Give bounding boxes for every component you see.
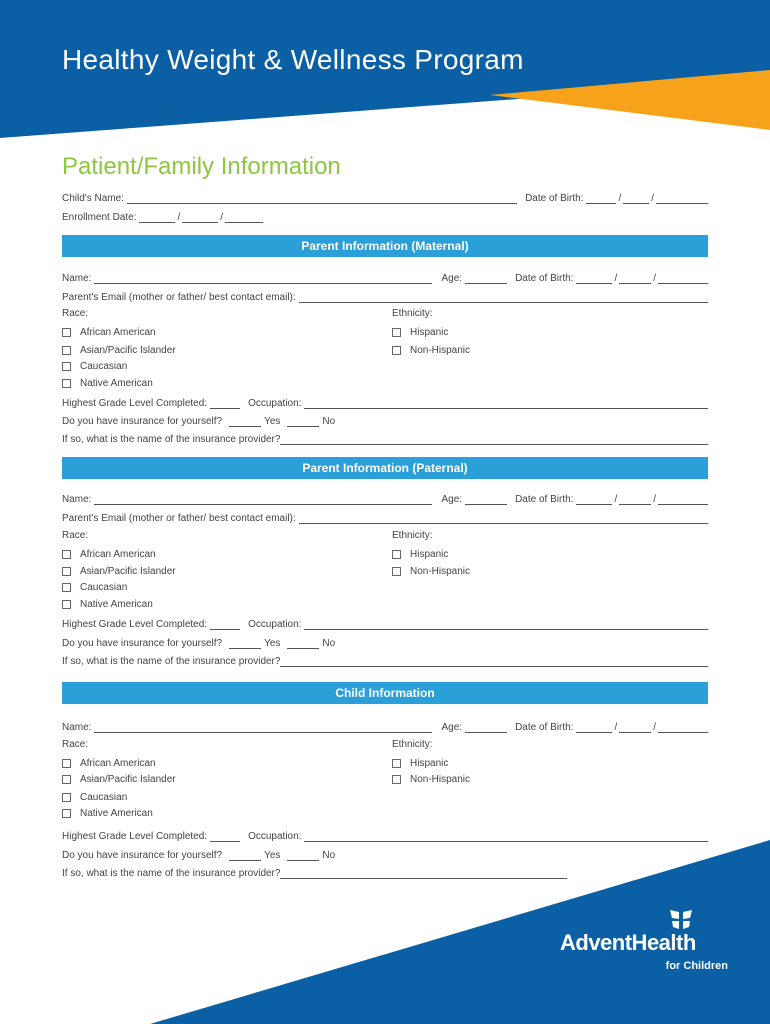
paternal-grade-label: Highest Grade Level Completed: [62,619,208,630]
child-info-dob-label: Date of Birth: [515,722,574,733]
date-separator: / [618,193,622,204]
option-label: Non-Hispanic [410,774,471,785]
paternal-name-label: Name: [62,494,92,505]
paternal-provider-row [62,653,708,667]
paternal-race-option[interactable] [62,549,156,560]
paternal-grade-row [62,616,708,630]
paternal-dob-year-field[interactable] [658,495,708,505]
maternal-grade-row [62,395,708,409]
paternal-occupation-field[interactable] [304,620,708,630]
option-label: Non-Hispanic [410,345,471,356]
paternal-race-option[interactable] [62,566,176,577]
enrollment-year-field[interactable] [225,213,263,223]
child-info-name-label: Name: [62,722,92,733]
paternal-dob-day-field[interactable] [619,495,651,505]
option-label: Native American [80,808,153,819]
maternal-race-option[interactable] [62,378,153,389]
checkbox[interactable] [62,793,71,802]
maternal-email-row [62,289,708,303]
child-insurance-yes-field[interactable] [229,851,261,861]
child-occupation-label: Occupation: [248,831,302,842]
child-race-label: Race: [62,739,89,750]
checkbox[interactable] [392,759,401,768]
checkbox[interactable] [62,346,71,355]
child-grade-label: Highest Grade Level Completed: [62,831,208,842]
child-dob-day-field[interactable] [623,194,649,204]
maternal-dob-month-field[interactable] [576,274,612,284]
paternal-insurance-label: Do you have insurance for yourself? [62,638,223,649]
yes-label: Yes [264,416,281,427]
paternal-email-field[interactable] [299,514,708,524]
child-provider-field[interactable] [280,869,567,879]
date-separator: / [614,722,618,733]
option-label: Caucasian [80,361,128,372]
no-label: No [322,416,336,427]
child-race-option[interactable] [62,774,176,785]
child-ethnicity-option[interactable] [392,774,470,785]
option-label: Asian/Pacific Islander [80,566,176,577]
date-separator: / [220,212,224,223]
checkbox[interactable] [62,759,71,768]
checkbox[interactable] [62,550,71,559]
maternal-ethnicity-label: Ethnicity: [392,308,433,319]
child-grade-row [62,828,708,842]
child-insurance-label: Do you have insurance for yourself? [62,850,223,861]
option-label: Native American [80,378,153,389]
paternal-email-label: Parent's Email (mother or father/ best contact email): [62,513,296,524]
date-separator: / [651,193,654,204]
option-label: Caucasian [80,582,128,593]
child-section-bar: Child Information [62,682,708,704]
maternal-insurance-yes-field[interactable] [229,417,261,427]
paternal-occupation-label: Occupation: [248,619,302,630]
child-info-name-field[interactable] [94,723,431,733]
option-label: Asian/Pacific Islander [80,774,176,785]
child-ethnicity-label: Ethnicity: [392,739,433,750]
date-separator: / [653,494,656,505]
checkbox[interactable] [392,346,401,355]
maternal-insurance-row [62,413,362,427]
checkbox[interactable] [62,809,71,818]
maternal-race-option[interactable] [62,327,156,338]
child-dob-year-field[interactable] [656,194,708,204]
logo-wordmark: AdventHealth [560,930,696,955]
child-info-name-row [62,719,708,733]
paternal-provider-field[interactable] [280,657,708,667]
paternal-provider-label: If so, what is the name of the insurance provider? [62,656,281,667]
option-label: African American [80,327,156,338]
child-name-row [62,190,708,204]
child-dob-month-field[interactable] [586,194,616,204]
enrollment-label: Enrollment Date: [62,212,137,223]
paternal-race-option[interactable] [62,582,127,593]
maternal-dob-label: Date of Birth: [515,273,574,284]
child-occupation-field[interactable] [304,832,708,842]
paternal-ethnicity-label: Ethnicity: [392,530,433,541]
yes-label: Yes [264,638,281,649]
paternal-insurance-yes-field[interactable] [229,639,261,649]
checkbox[interactable] [62,567,71,576]
maternal-dob-year-field[interactable] [658,274,708,284]
checkbox[interactable] [62,328,71,337]
maternal-email-label: Parent's Email (mother or father/ best contact email): [62,292,296,303]
enrollment-month-field[interactable] [139,213,175,223]
child-name-label: Child's Name: [62,193,124,204]
maternal-provider-label: If so, what is the name of the insurance provider? [62,434,281,445]
child-race-option[interactable] [62,758,156,769]
child-race-option[interactable] [62,808,153,819]
maternal-occupation-label: Occupation: [248,398,302,409]
paternal-name-field[interactable] [94,495,431,505]
child-info-age-field[interactable] [465,723,507,733]
checkbox[interactable] [62,583,71,592]
child-race-option[interactable] [62,792,127,803]
paternal-name-row [62,491,708,505]
maternal-dob-day-field[interactable] [619,274,651,284]
maternal-ethnicity-option[interactable] [392,345,470,356]
no-label: No [322,638,336,649]
paternal-insurance-no-field[interactable] [287,639,319,649]
option-label: Hispanic [410,327,449,338]
child-name-field[interactable] [127,194,517,204]
option-label: Asian/Pacific Islander [80,345,176,356]
option-label: African American [80,549,156,560]
maternal-insurance-no-field[interactable] [287,417,319,427]
option-label: Hispanic [410,549,449,560]
child-insurance-row [62,847,362,861]
checkbox[interactable] [392,567,401,576]
paternal-age-label: Age: [441,494,463,505]
maternal-grade-field[interactable] [210,399,240,409]
maternal-race-label: Race: [62,308,89,319]
checkbox[interactable] [62,379,71,388]
date-separator: / [614,273,618,284]
section-heading: Patient/Family Information [62,153,341,180]
paternal-ethnicity-option[interactable] [392,549,448,560]
option-label: Non-Hispanic [410,566,471,577]
page-title: Healthy Weight & Wellness Program [62,44,524,75]
option-label: Hispanic [410,758,449,769]
child-provider-row [62,865,567,879]
maternal-email-field[interactable] [299,293,708,303]
option-label: African American [80,758,156,769]
child-grade-field[interactable] [210,832,240,842]
maternal-race-option[interactable] [62,345,176,356]
maternal-provider-field[interactable] [280,435,708,445]
maternal-grade-label: Highest Grade Level Completed: [62,398,208,409]
butterfly-icon [668,908,694,932]
paternal-race-option[interactable] [62,599,153,610]
checkbox[interactable] [62,600,71,609]
child-info-dob-day-field[interactable] [619,723,651,733]
yes-label: Yes [264,850,281,861]
maternal-section-bar: Parent Information (Maternal) [62,235,708,257]
checkbox[interactable] [62,775,71,784]
option-label: Caucasian [80,792,128,803]
date-separator: / [177,212,181,223]
paternal-age-field[interactable] [465,495,507,505]
date-separator: / [653,722,656,733]
option-label: Native American [80,599,153,610]
checkbox[interactable] [392,328,401,337]
paternal-dob-label: Date of Birth: [515,494,574,505]
maternal-age-label: Age: [441,273,463,284]
child-info-dob-month-field[interactable] [576,723,612,733]
logo-subtitle: for Children [665,960,728,972]
paternal-race-label: Race: [62,530,89,541]
paternal-insurance-row [62,635,362,649]
maternal-age-field[interactable] [465,274,507,284]
maternal-name-row [62,270,708,284]
paternal-ethnicity-option[interactable] [392,566,470,577]
maternal-ethnicity-option[interactable] [392,327,448,338]
checkbox[interactable] [392,775,401,784]
maternal-race-option[interactable] [62,361,127,372]
child-insurance-no-field[interactable] [287,851,319,861]
child-ethnicity-option[interactable] [392,758,448,769]
no-label: No [322,850,336,861]
maternal-occupation-field[interactable] [304,399,708,409]
child-info-dob-year-field[interactable] [658,723,708,733]
maternal-name-field[interactable] [94,274,431,284]
child-dob-label: Date of Birth: [525,193,584,204]
enrollment-row [62,209,292,223]
checkbox[interactable] [392,550,401,559]
enrollment-day-field[interactable] [182,213,218,223]
child-provider-label: If so, what is the name of the insurance provider? [62,868,281,879]
checkbox[interactable] [62,362,71,371]
date-separator: / [614,494,618,505]
maternal-insurance-label: Do you have insurance for yourself? [62,416,223,427]
date-separator: / [653,273,656,284]
paternal-section-bar: Parent Information (Paternal) [62,457,708,479]
adventhealth-logo [560,908,730,978]
paternal-grade-field[interactable] [210,620,240,630]
paternal-email-row [62,510,708,524]
maternal-provider-row [62,431,708,445]
maternal-name-label: Name: [62,273,92,284]
paternal-dob-month-field[interactable] [576,495,612,505]
child-info-age-label: Age: [441,722,463,733]
